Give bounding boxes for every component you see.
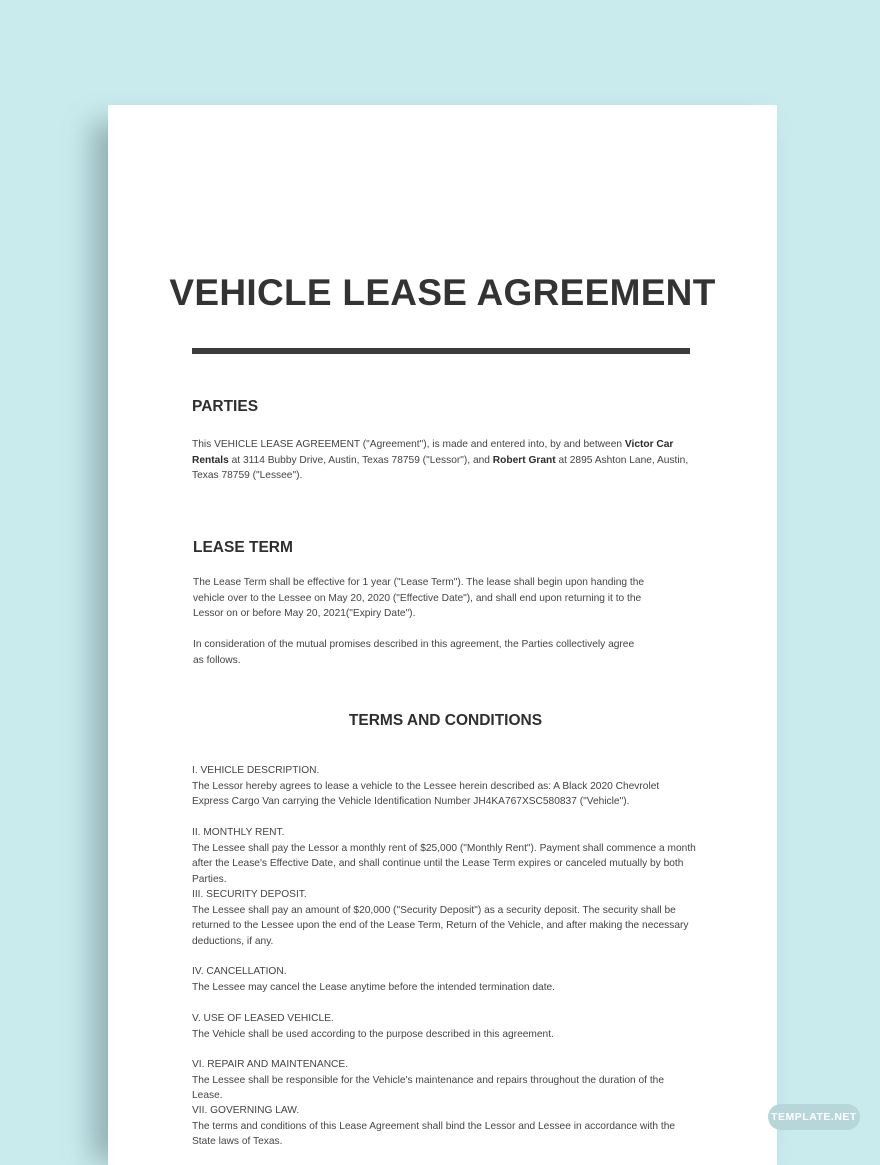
clause-body: The Lessee shall pay an amount of $20,000 ("Security Deposit") as a security deposit. The security shall be returned to the Lessee upon the end of the Lease Term, Return of the Vehicle, and after making the necessary deductions, if any. [192, 904, 689, 947]
parties-heading: PARTIES [192, 398, 259, 415]
lease-term-paragraph: The Lease Term shall be effective for 1 year ("Lease Term"). The lease shall begin upon handing the vehicle over to the Lessee on May 20, 2020 ("Effective Date"), and shall end upon returning it to the Lessor on or before May 20, 2021("Expiry Date"). [193, 577, 645, 619]
parties-text: at 3114 Bubby Drive, Austin, Texas 78759 ("Lessor"), and [228, 454, 493, 466]
document-title: VEHICLE LEASE AGREEMENT [169, 272, 716, 313]
clause-governing-law [192, 1103, 697, 1150]
template-net-watermark: TEMPLATE.NET [768, 1104, 860, 1130]
clause-use-of-vehicle [192, 1011, 697, 1042]
clause-security-deposit [192, 887, 697, 949]
parties-paragraph [192, 437, 702, 484]
parties-text: This VEHICLE LEASE AGREEMENT ("Agreement"), is made and entered into, by and between [192, 439, 625, 450]
clause-repair-maintenance [192, 1057, 697, 1104]
clause-title: VI. REPAIR AND MAINTENANCE. [192, 1059, 349, 1070]
clause-body: The Lessee may cancel the Lease anytime before the intended termination date. [192, 981, 556, 993]
clause-title: IV. CANCELLATION. [192, 966, 287, 977]
clause-title: VII. GOVERNING LAW. [192, 1105, 300, 1116]
title-divider [192, 348, 690, 354]
document-page [108, 105, 777, 1165]
parties-text: at 2895 Ashton Lane, Austin, Texas 78759 ("Lessee"). [192, 454, 689, 481]
clause-body: The Vehicle shall be used according to the purpose described in this agreement. [192, 1028, 554, 1040]
lease-term-heading: LEASE TERM [193, 539, 293, 556]
clause-body: The terms and conditions of this Lease Agreement shall bind the Lessor and Lessee in accordance with the State laws of Texas. [192, 1120, 676, 1147]
lessor-name: Victor Car Rentals [192, 439, 674, 466]
clause-title: V. USE OF LEASED VEHICLE. [192, 1013, 334, 1024]
clause-body: The Lessor hereby agrees to lease a vehicle to the Lessee herein described as: A Black 2020 Chevrolet Express Cargo Van carrying the Vehicle Identification Number JH4KA767XSC580837 ("Vehicle"). [192, 780, 660, 807]
clause-cancellation [192, 964, 697, 995]
clause-body: The Lessee shall be responsible for the Vehicle's maintenance and repairs throughout the duration of the Lease. [192, 1074, 665, 1101]
clause-title: II. MONTHLY RENT. [192, 827, 285, 838]
clause-vehicle-description [192, 763, 697, 810]
lessee-name: Robert Grant [492, 454, 556, 466]
clause-body: The Lessee shall pay the Lessor a monthly rent of $25,000 ("Monthly Rent"). Payment shall commence a month after the Lease's Effective Date, and shall continue until the Lease Term expires or canceled mutually by both Parties. [192, 842, 696, 885]
clause-title: III. SECURITY DEPOSIT. [192, 889, 307, 900]
terms-heading: TERMS AND CONDITIONS [348, 712, 543, 729]
consideration-paragraph: In consideration of the mutual promises described in this agreement, the Parties collectively agree as follows. [193, 639, 635, 666]
clause-title: I. VEHICLE DESCRIPTION. [192, 765, 320, 776]
clause-monthly-rent [192, 825, 697, 887]
